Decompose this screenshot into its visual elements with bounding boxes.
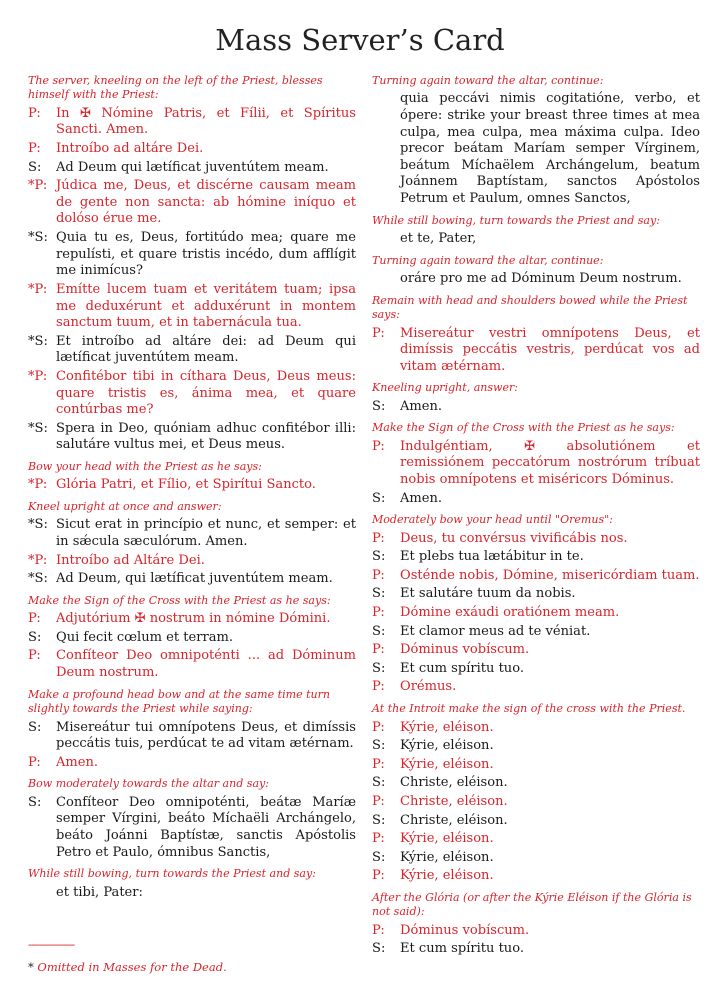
speaker-label: S: — [372, 490, 386, 506]
prayer-text: Deus, tu convérsus vivificábis nos. — [400, 530, 628, 546]
speaker-label: P: — [28, 611, 41, 627]
server-line — [372, 941, 700, 958]
priest-line — [372, 642, 700, 659]
speaker-label: P: — [372, 831, 385, 847]
priest-line — [372, 794, 700, 811]
server-line — [28, 630, 356, 647]
prayer-text: Dóminus vobíscum. — [400, 922, 530, 938]
prayer-text: quia peccávi nimis cogitatióne, verbo, et ópere: strike your breast three times at mea culpa, mea culpa, mea máxima culpa. Ideo precor beátam Maríam semper Vírginem, beátum Míchaëlem Archángelum, beatum Joánnem Baptístam, sanctos Apóstolos Petrum et Paulum, omnes Sanctos, — [400, 91, 700, 207]
prayer-text: Amen. — [400, 490, 443, 506]
speaker-label: S: — [372, 623, 386, 639]
prayer-text: Dóminus vobíscum. — [400, 642, 530, 658]
server-line — [28, 230, 356, 280]
server-line — [28, 795, 356, 861]
priest-line — [28, 553, 356, 570]
speaker-label: S: — [372, 586, 386, 602]
speaker-label: *S: — [28, 333, 48, 349]
prayer-text: Ad Deum, qui lætíficat juventútem meam. — [56, 571, 333, 587]
prayer-text: Emítte lucem tuam et veritátem tuam; ipsa me deduxérunt et adduxérunt in montem sanctum tuum, et in tabernácula tua. — [56, 281, 356, 331]
rubric-instruction: Kneel upright at once and answer: — [28, 500, 222, 514]
prayer-text: Kýrie, eléison. — [400, 868, 494, 884]
priest-line — [372, 757, 700, 774]
prayer-text: Et cum spíritu tuo. — [400, 941, 524, 957]
server-line — [28, 885, 356, 902]
prayer-text: Kýrie, eléison. — [400, 719, 494, 735]
prayer-text: Quia tu es, Deus, fortitúdo mea; quare me repulísti, et quare tristis incédo, dum afflígit me inimícus? — [56, 230, 356, 279]
prayer-text: Et cum spíritu tuo. — [400, 660, 524, 676]
priest-line — [372, 923, 700, 940]
speaker-label: *S: — [28, 517, 48, 533]
priest-line — [372, 831, 700, 848]
speaker-label: *S: — [28, 571, 48, 587]
rubric-instruction: Remain with head and shoulders bowed while the Priest says: — [372, 293, 688, 322]
speaker-label: S: — [372, 549, 386, 565]
speaker-label: P: — [372, 605, 385, 621]
server-line — [28, 160, 356, 177]
prayer-text: Dómine exáudi oratiónem meam. — [400, 605, 620, 621]
server-line — [28, 421, 356, 454]
server-line — [372, 624, 700, 641]
speaker-label: S: — [372, 775, 386, 791]
right-column — [372, 74, 700, 960]
prayer-text: Qui fecit cœlum et terram. — [56, 629, 233, 645]
footnote-mark: * — [28, 960, 34, 974]
speaker-label: P: — [372, 793, 385, 809]
prayer-text: Orémus. — [400, 679, 457, 695]
priest-line — [28, 282, 356, 332]
speaker-label: P: — [28, 141, 41, 157]
speaker-label: S: — [28, 159, 42, 175]
rubric-instruction: Kneeling upright, answer: — [372, 381, 519, 395]
prayer-text: Adjutórium ✠ nostrum in nómine Dómini. — [56, 611, 331, 627]
speaker-label: *P: — [28, 368, 48, 384]
priest-line — [28, 106, 356, 139]
prayer-text: Et plebs tua lætábitur in te. — [400, 549, 584, 565]
speaker-label: P: — [372, 530, 385, 546]
priest-line — [372, 868, 700, 885]
footnote — [28, 938, 358, 975]
server-line — [372, 549, 700, 566]
priest-line — [372, 568, 700, 585]
prayer-text: Amen. — [56, 754, 99, 770]
server-line — [372, 91, 700, 207]
prayer-text: et te, Pater, — [400, 231, 477, 247]
prayer-text: Introíbo ad altáre Dei. — [56, 141, 204, 157]
server-line — [372, 850, 700, 867]
prayer-text: et tibi, Pater: — [56, 884, 143, 900]
speaker-label: S: — [372, 941, 386, 957]
prayer-text: Júdica me, Deus, et discérne causam meam de gente non sancta: ab hómine iníquo et dolóso érue me. — [56, 178, 356, 227]
server-line — [372, 661, 700, 678]
prayer-text: Misereátur tui omnípotens Deus, et dimíssis peccátis tuis, perdúcat te ad vitam ætérnam. — [56, 719, 356, 752]
server-line — [372, 586, 700, 603]
speaker-label: S: — [28, 629, 42, 645]
priest-line — [28, 755, 356, 772]
priest-line — [372, 326, 700, 376]
priest-line — [372, 605, 700, 622]
prayer-text: Osténde nobis, Dómine, misericórdiam tuam. — [400, 567, 700, 583]
footnote-text — [28, 959, 358, 975]
prayer-text: Ad Deum qui lætíficat juventútem meam. — [56, 159, 329, 175]
rubric-instruction: Bow your head with the Priest as he says: — [28, 460, 262, 473]
speaker-label: *P: — [28, 552, 48, 568]
speaker-label: S: — [372, 660, 386, 676]
prayer-text: Sicut erat in princípio et nunc, et semper: et in sǽcula sæculórum. Amen. — [56, 517, 356, 550]
speaker-label: S: — [372, 849, 386, 865]
server-line — [372, 271, 700, 288]
prayer-text: Amen. — [400, 398, 443, 414]
priest-line — [28, 178, 356, 228]
speaker-label: P: — [372, 922, 385, 938]
speaker-label: P: — [372, 567, 385, 583]
prayer-text: Spera in Deo, quóniam adhuc confitébor illi: salutáre vultus mei, et Deus meus. — [56, 420, 356, 453]
prayer-text: Christe, eléison. — [400, 793, 508, 809]
server-line — [372, 813, 700, 830]
speaker-label: P: — [28, 754, 41, 770]
speaker-label: S: — [372, 738, 386, 754]
prayer-text: Christe, eléison. — [400, 775, 508, 791]
speaker-label: *P: — [28, 477, 48, 493]
server-line — [372, 491, 700, 508]
rubric-instruction: Make the Sign of the Cross with the Priest as he says: — [372, 421, 675, 435]
prayer-text: Introíbo ad Altáre Dei. — [56, 552, 205, 568]
prayer-text: Glória Patri, et Fílio, et Spirítui Sancto. — [56, 477, 316, 493]
prayer-text: oráre pro me ad Dóminum Deum nostrum. — [400, 271, 682, 287]
rubric-instruction: Make the Sign of the Cross with the Priest as he says: — [28, 593, 331, 607]
priest-line — [28, 141, 356, 158]
prayer-text: Kýrie, eléison. — [400, 756, 494, 772]
priest-line — [372, 439, 700, 489]
rubric-instruction: Moderately bow your head until "Oremus": — [372, 513, 613, 527]
prayer-text: Et clamor meus ad te véniat. — [400, 623, 591, 639]
speaker-label: P: — [28, 105, 41, 121]
speaker-label: S: — [372, 812, 386, 828]
prayer-text: Confitébor tibi in cíthara Deus, Deus meus: quare tristis es, ánima mea, et quare contúrbas me? — [56, 368, 356, 418]
speaker-label: P: — [372, 868, 385, 884]
speaker-label: P: — [28, 648, 41, 664]
server-line — [28, 517, 356, 550]
prayer-text: Confíteor Deo omnipoténti ... ad Dóminum Deum nostrum. — [56, 648, 356, 681]
rubric-instruction: Turning again toward the altar, continue: — [372, 74, 604, 87]
speaker-label: S: — [28, 794, 42, 810]
rubric-instruction: At the Introit make the sign of the cross with the Priest. — [372, 702, 686, 716]
priest-line — [28, 369, 356, 419]
prayer-text: Indulgéntiam, ✠ absolutiónem et remissiónem peccatórum nostrórum tríbuat nobis omnípotens et miséricors Dóminus. — [400, 438, 700, 487]
prayer-text: Kýrie, eléison. — [400, 738, 494, 754]
speaker-label: *S: — [28, 420, 48, 436]
footnote-body: Omitted in Masses for the Dead. — [37, 960, 227, 974]
speaker-label: P: — [372, 642, 385, 658]
prayer-text: In ✠ Nómine Patris, et Fílii, et Spíritus Sancti. Amen. — [56, 105, 356, 138]
speaker-label: P: — [372, 325, 385, 341]
prayer-text: Christe, eléison. — [400, 812, 508, 828]
speaker-label: P: — [372, 438, 385, 454]
server-line — [28, 720, 356, 753]
speaker-label: P: — [372, 719, 385, 735]
rubric-instruction: After the Glória (or after the Kýrie Eléison if the Glória is not said): — [372, 890, 692, 919]
speaker-label: *P: — [28, 281, 48, 297]
speaker-label: *P: — [28, 178, 48, 194]
priest-line — [372, 720, 700, 737]
speaker-label: P: — [372, 756, 385, 772]
speaker-label: P: — [372, 679, 385, 695]
rubric-instruction: The server, kneeling on the left of the Priest, blesses himself with the Priest: — [28, 74, 323, 102]
priest-line — [372, 531, 700, 548]
rubric-instruction: Bow moderately towards the altar and say: — [28, 777, 269, 791]
server-line — [372, 231, 700, 248]
prayer-text: Et introíbo ad altáre dei: ad Deum qui lætíficat juventútem meam. — [56, 333, 356, 366]
priest-line — [28, 477, 356, 494]
priest-line — [28, 648, 356, 681]
server-line — [372, 738, 700, 755]
prayer-text: Kýrie, eléison. — [400, 849, 494, 865]
server-line — [28, 571, 356, 588]
rubric-instruction: Turning again toward the altar, continue: — [372, 253, 604, 267]
prayer-text: Confíteor Deo omnipoténti, beátæ Maríæ semper Vírgini, beáto Míchaëli Archángelo, beáto Joánni Baptístæ, sanctis Apóstolis Petro et Paulo, ómnibus Sanctis, — [56, 794, 356, 860]
prayer-text: Et salutáre tuum da nobis. — [400, 586, 576, 602]
prayer-text: Misereátur vestri omnípotens Deus, et dimíssis peccátis vestris, perdúcat vos ad vitam ætérnam. — [400, 325, 700, 374]
rubric-instruction: While still bowing, turn towards the Priest and say: — [28, 867, 316, 881]
server-line — [372, 399, 700, 416]
server-line — [28, 334, 356, 367]
rubric-instruction: Make a profound head bow and at the same time turn slightly towards the Priest while saying: — [28, 687, 331, 716]
speaker-label: S: — [372, 398, 386, 414]
speaker-label: S: — [28, 719, 42, 735]
priest-line — [372, 679, 700, 696]
prayer-text: Kýrie, eléison. — [400, 831, 494, 847]
speaker-label: *S: — [28, 230, 48, 246]
priest-line — [28, 611, 356, 628]
rubric-instruction: While still bowing, turn towards the Priest and say: — [372, 213, 660, 227]
footnote-rule: ----------------- — [28, 938, 75, 951]
left-column — [28, 74, 356, 903]
server-line — [372, 775, 700, 792]
page-title: Mass Server’s Card — [215, 23, 505, 57]
